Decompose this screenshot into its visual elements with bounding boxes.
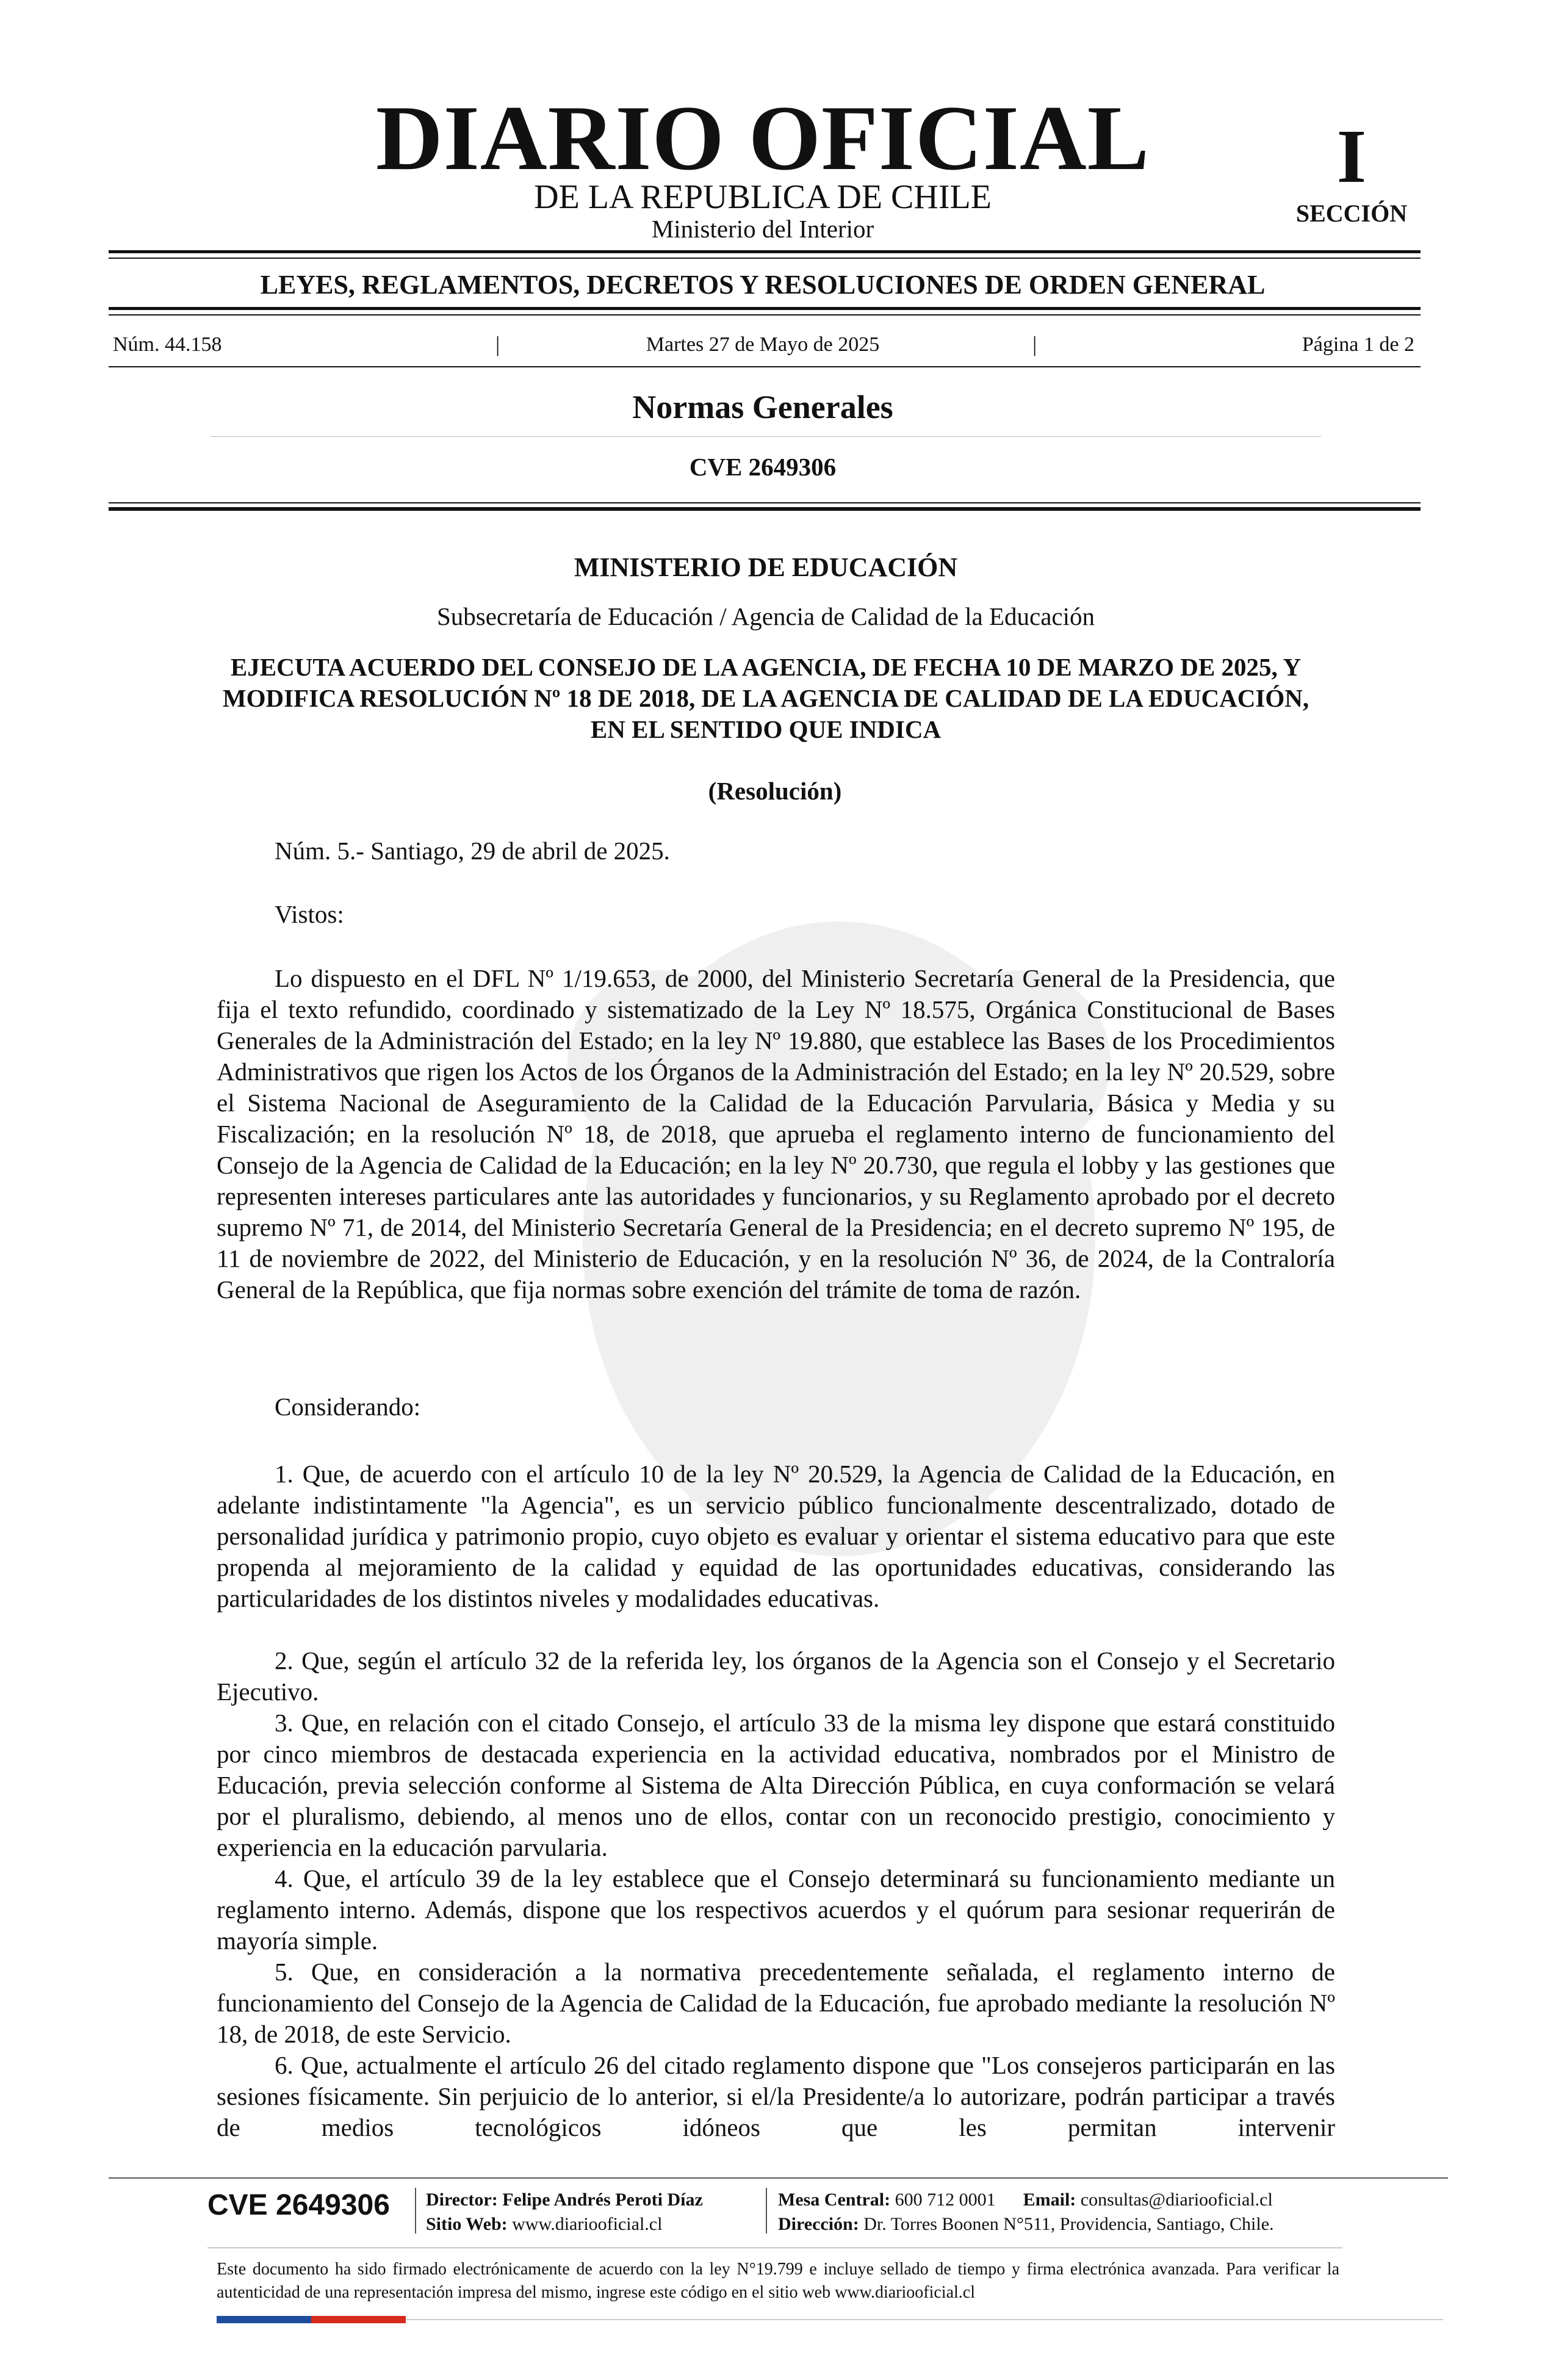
flag-stripe-red bbox=[311, 2316, 406, 2323]
footer-director bbox=[426, 2191, 703, 2209]
flag-stripe-blue bbox=[217, 2316, 311, 2323]
section-heading: Normas Generales bbox=[632, 389, 893, 425]
banner-rule-thin bbox=[109, 314, 1421, 316]
masthead-subtitle: DE LA REPUBLICA DE CHILE bbox=[534, 178, 992, 216]
section-numeral: I bbox=[1336, 115, 1367, 199]
vistos-label: Vistos: bbox=[275, 900, 344, 928]
email-label: Email: bbox=[1023, 2190, 1076, 2210]
document-subsecretaria: Subsecretaría de Educación / Agencia de Calidad de la Educación bbox=[436, 602, 1095, 630]
category-banner: LEYES, REGLAMENTOS, DECRETOS Y RESOLUCIONES DE ORDEN GENERAL bbox=[260, 270, 1266, 300]
masthead-ministry: Ministerio del Interior bbox=[651, 215, 874, 243]
masthead-title: DIARIO OFICIAL bbox=[375, 87, 1150, 189]
footer-website bbox=[426, 2215, 662, 2234]
masthead-rule-thin bbox=[109, 258, 1421, 259]
resolution-label: (Resolución) bbox=[708, 777, 842, 805]
cve-rule-thick bbox=[109, 507, 1421, 511]
considerando-paragraph: 6. Que, actualmente el artículo 26 del citado reglamento dispone que "Los consejeros participarán en las sesiones físicamente. Sin perjuicio de lo anterior, si el/la Presidente/a lo autorizare, podrán participar a través de medios tecnológicos idóneos que les permitan intervenir bbox=[217, 2051, 1335, 2141]
central-phone: 600 712 0001 bbox=[895, 2190, 996, 2210]
central-label: Mesa Central: bbox=[778, 2190, 891, 2210]
issue-separator: | bbox=[495, 332, 500, 356]
cve-code: CVE 2649306 bbox=[689, 453, 837, 481]
footer-cve: CVE 2649306 bbox=[207, 2189, 390, 2221]
footer-address bbox=[778, 2215, 1274, 2234]
footer-divider bbox=[415, 2188, 416, 2234]
considerando-paragraph: 1. Que, de acuerdo con el artículo 10 de la ley Nº 20.529, la Agencia de Calidad de la Educación, en adelante indistintamente "la Agencia", es un servicio público funcionalmente descentralizado, dotado de personalidad jurídica y patrimonio propio, cuyo objeto es evaluar y orientar el sistema educativo para que este propenda al mejoramiento de la calidad y equidad de las oportunidades educativas, considerando las particularidades de los distintos niveles y modalidades educativas. bbox=[217, 1460, 1335, 1612]
footer-divider bbox=[766, 2188, 767, 2234]
director-name: Felipe Andrés Peroti Díaz bbox=[502, 2190, 703, 2210]
issue-date: Martes 27 de Mayo de 2025 bbox=[646, 333, 880, 356]
considerando-paragraph: 2. Que, según el artículo 32 de la referida ley, los órganos de la Agencia son el Consejo y el Secretario Ejecutivo. bbox=[217, 1646, 1335, 1706]
vistos-paragraph: Lo dispuesto en el DFL Nº 1/19.653, de 2000, del Ministerio Secretaría General de la Presidencia, que fija el texto refundido, coordinado y sistematizado de la Ley Nº 18.575, Orgánica Constitucional de Bases Generales de la Administración del Estado; en la ley Nº 19.880, que establece las Bases de los Procedimientos Administrativos que rigen los Actos de los Órganos de la Administración del Estado; en la ley Nº 20.529, sobre el Sistema Nacional de Aseguramiento de la Calidad de la Educación Parvularia, Básica y Media y su Fiscalización; en la resolución Nº 18, de 2018, que aprueba el reglamento interno de funcionamiento del Consejo de la Agencia de Calidad de la Educación; en la ley Nº 20.730, que regula el lobby y las gestiones que representen intereses particulares ante las autoridades y funcionarios, y su Reglamento aprobado por el decreto supremo Nº 71, de 2014, del Ministerio Secretaría General de la Presidencia; en el decreto supremo Nº 195, de 11 de noviembre de 2022, del Ministerio de Educación, y en la resolución Nº 36, de 2024, de la Contraloría General de la República, que fija normas sobre exención del trámite de toma de razón. bbox=[217, 964, 1335, 1304]
website-link[interactable]: www.diariooficial.cl bbox=[512, 2214, 663, 2234]
cve-rule-thin bbox=[109, 502, 1421, 503]
issue-rule bbox=[109, 366, 1421, 367]
considerando-paragraph: 5. Que, en consideración a la normativa precedentemente señalada, el reglamento interno de funcionamiento del Consejo de la Agencia de Calidad de la Educación, fue aprobado mediante la resolución Nº 18, de 2018, de este Servicio. bbox=[217, 1958, 1335, 2048]
address-label: Dirección: bbox=[778, 2214, 859, 2234]
email-link[interactable]: consultas@diariooficial.cl bbox=[1080, 2190, 1273, 2210]
issue-separator: | bbox=[1032, 332, 1037, 356]
considerando-paragraph: 3. Que, en relación con el citado Consejo, el artículo 33 de la misma ley dispone que estará constituido por cinco miembros de destacada experiencia en la actividad educativa, nombrados por el Ministro de Educación, previa selección conforme al Sistema de Alta Dirección Pública, en cuya conformación se velará por el pluralismo, debiendo, al menos uno de ellos, contar con un reconocido prestigio, conocimiento y experiencia en la educación parvularia. bbox=[217, 1709, 1335, 1861]
website-label: Sitio Web: bbox=[426, 2214, 508, 2234]
banner-rule-thick bbox=[109, 307, 1421, 310]
document-title: EJECUTA ACUERDO DEL CONSEJO DE LA AGENCIA, DE FECHA 10 DE MARZO DE 2025, Y MODIFICA RESOLUCIÓN Nº 18 DE 2018, DE LA AGENCIA DE CALIDAD DE LA EDUCACIÓN, EN EL SENTIDO QUE INDICA bbox=[222, 653, 1309, 743]
address-value: Dr. Torres Boonen N°511, Providencia, Santiago, Chile. bbox=[863, 2214, 1274, 2234]
footer-note: Este documento ha sido firmado electrónicamente de acuerdo con la ley N°19.799 e incluye sellado de tiempo y firma electrónica avanzada. Para verificar la autenticidad de una representación impresa del mismo, ingrese este código en el sitio web www.diariooficial.cl bbox=[217, 2260, 1339, 2302]
resolution-number-line: Núm. 5.- Santiago, 29 de abril de 2025. bbox=[275, 837, 670, 865]
footer-bottom-rule bbox=[406, 2319, 1443, 2320]
considerando-paragraph: 4. Que, el artículo 39 de la ley establece que el Consejo determinará su funcionamiento mediante un reglamento interno. Además, dispone que los respectivos acuerdos y el quórum para sesionar requerirán de mayoría simple. bbox=[217, 1864, 1335, 1955]
issue-number: Núm. 44.158 bbox=[113, 333, 222, 356]
heading-rule bbox=[211, 436, 1321, 437]
document-ministry: MINISTERIO DE EDUCACIÓN bbox=[574, 552, 958, 582]
footer-rule bbox=[109, 2177, 1448, 2179]
section-label: SECCIÓN bbox=[1295, 200, 1408, 227]
footer-central bbox=[778, 2191, 1273, 2209]
issue-page: Página 1 de 2 bbox=[1302, 333, 1414, 356]
considerando-label: Considerando: bbox=[275, 1393, 421, 1421]
masthead-rule-thick bbox=[109, 250, 1421, 253]
director-label: Director: bbox=[426, 2190, 498, 2210]
